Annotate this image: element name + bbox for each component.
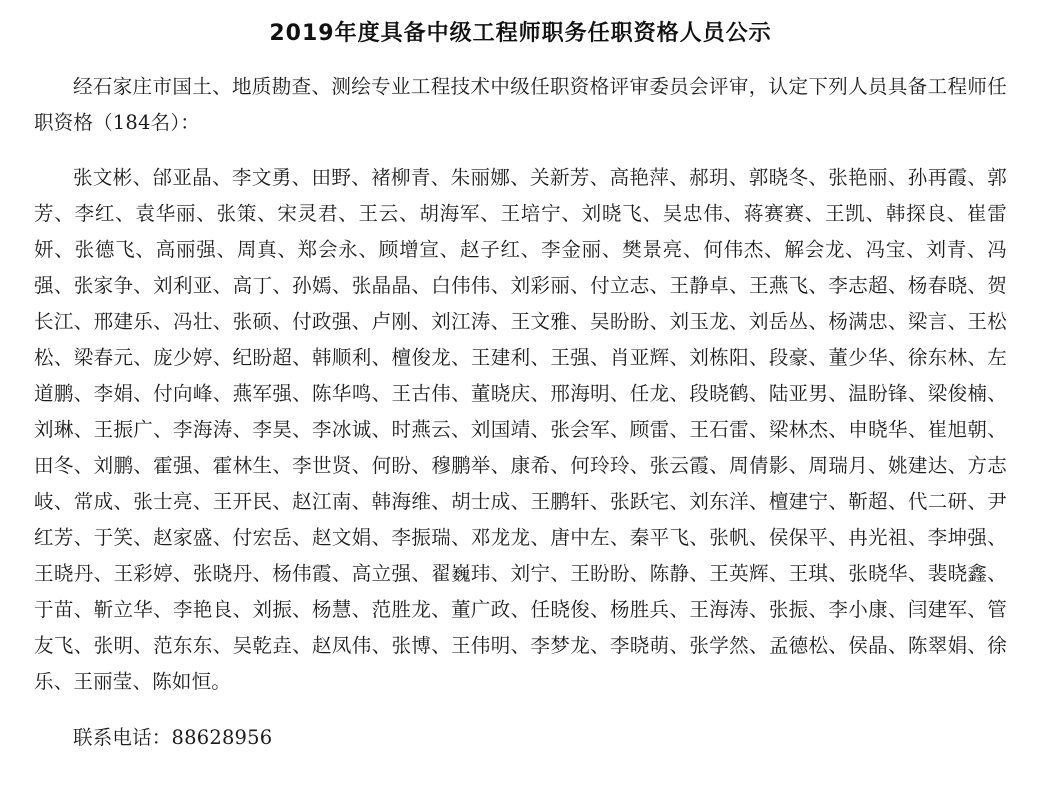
intro-paragraph: 经石家庄市国土、地质勘查、测绘专业工程技术中级任职资格评审委员会评审，认定下列人员具备工程师任职资格（184名）： bbox=[34, 74, 1007, 134]
names-list-paragraph: 张文彬、邰亚晶、李文勇、田野、褚柳青、朱丽娜、关新芳、高艳萍、郝玥、郭晓冬、张艳丽、孙再霞、郭芳、李红、袁华丽、张策、宋灵君、王云、胡海军、王培宁、刘晓飞、吴忠伟、蒋赛赛、王凯、韩探良、崔雷妍、张德飞、高丽强、周真、郑会永、顾增宣、赵子红、李金丽、樊景亮、何伟杰、解会龙、冯宝、刘青、冯强、张家争、刘利亚、高丁、孙嫣、张晶晶、白伟伟、刘彩丽、付立志、王静卓、王燕飞、李志超、杨春晓、贺长江、邢建乐、冯壮、张硕、付政强、卢刚、刘江涛、王文雅、吴盼盼、刘玉龙、刘岳丛、杨满忠、梁言、王松松、梁春元、庞少婷、纪盼超、韩顺利、檀俊龙、王建利、王强、肖亚辉、刘栋阳、段豪、董少华、徐东林、左道鹏、李娟、付向峰、燕军强、陈华鸣、王古伟、董晓庆、邢海明、任龙、段晓鹤、陆亚男、温盼锋、梁俊楠、刘琳、王振广、李海涛、李昊、李冰诚、时燕云、刘国靖、张会军、顾雷、王石雷、梁林杰、申晓华、崔旭朝、田冬、刘鹏、霍强、霍林生、李世贤、何盼、穆鹏举、康希、何玲玲、张云霞、周倩影、周瑞月、姚建达、方志岐、常成、张士亮、王开民、赵江南、韩海维、胡士成、王鹏轩、张跃宅、刘东洋、檀建宁、靳超、代二研、尹红芳、于笑、赵家盛、付宏岳、赵文娟、李振瑞、邓龙龙、唐中左、秦平飞、张帆、侯保平、冉光祖、李坤强、王晓丹、王彩婷、张晓丹、杨伟霞、高立强、翟巍玮、刘宁、王盼盼、陈静、王英辉、王琪、张晓华、裴晓鑫、于苗、靳立华、李艳良、刘振、杨慧、范胜龙、董广政、任晓俊、杨胜兵、王海涛、张振、李小康、闫建军、管友飞、张明、范东东、吴乾垚、赵凤伟、张博、王伟明、李梦龙、李晓萌、张学然、孟德松、侯晶、陈翠娟、徐乐、王丽莹、陈如恒。 bbox=[34, 166, 1007, 694]
contact-number: 88628956 bbox=[171, 725, 273, 749]
contact-label: 联系电话： bbox=[73, 725, 172, 749]
page-title: 2019年度具备中级工程师职务任职资格人员公示 bbox=[269, 21, 772, 46]
contact-line bbox=[34, 720, 1007, 756]
